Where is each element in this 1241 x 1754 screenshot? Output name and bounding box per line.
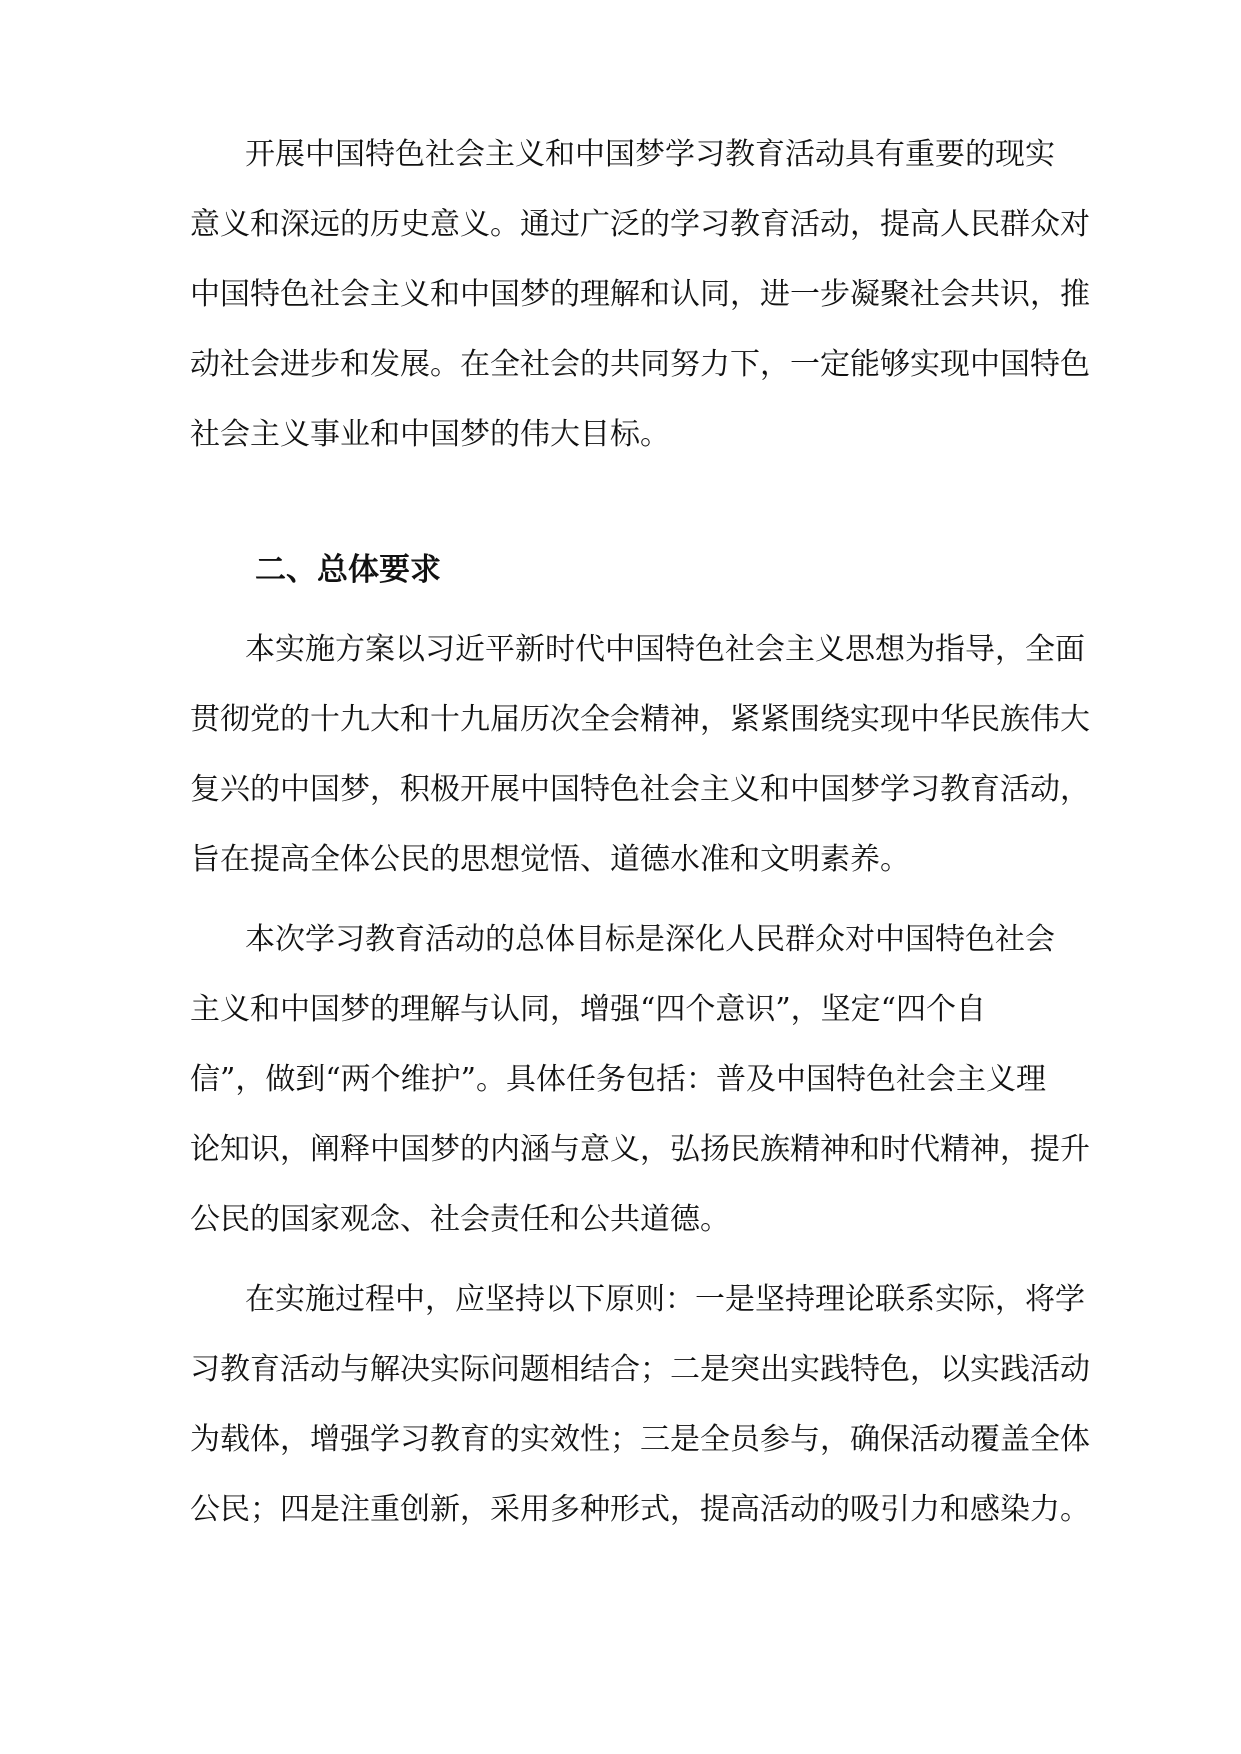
- paragraph-2-line-2: 贯彻党的十九大和十九届历次全会精神，紧紧围绕实现中华民族伟大: [190, 702, 1090, 737]
- paragraph-1-line-5: 社会主义事业和中国梦的伟大目标。: [190, 417, 670, 452]
- paragraph-4-line-3: 为载体，增强学习教育的实效性；三是全员参与，确保活动覆盖全体: [190, 1422, 1090, 1457]
- paragraph-2-line-4: 旨在提高全体公民的思想觉悟、道德水准和文明素养。: [190, 842, 910, 877]
- paragraph-3-line-2: 主义和中国梦的理解与认同，增强“四个意识”，坚定“四个自: [190, 992, 987, 1027]
- paragraph-4-line-2: 习教育活动与解决实际问题相结合；二是突出实践特色，以实践活动: [190, 1352, 1090, 1387]
- paragraph-1-line-1: 开展中国特色社会主义和中国梦学习教育活动具有重要的现实: [245, 137, 1055, 172]
- paragraph-1-line-3: 中国特色社会主义和中国梦的理解和认同，进一步凝聚社会共识，推: [190, 277, 1090, 312]
- paragraph-1-line-2: 意义和深远的历史意义。通过广泛的学习教育活动，提高人民群众对: [190, 207, 1090, 242]
- paragraph-1-line-4: 动社会进步和发展。在全社会的共同努力下，一定能够实现中国特色: [190, 347, 1090, 382]
- paragraph-3-line-1: 本次学习教育活动的总体目标是深化人民群众对中国特色社会: [245, 922, 1055, 957]
- paragraph-3-line-5: 公民的国家观念、社会责任和公共道德。: [190, 1202, 730, 1237]
- paragraph-2-line-1: 本实施方案以习近平新时代中国特色社会主义思想为指导，全面: [245, 632, 1085, 667]
- paragraph-3-line-3: 信”，做到“两个维护”。具体任务包括：普及中国特色社会主义理: [190, 1062, 1047, 1097]
- paragraph-2-line-3: 复兴的中国梦，积极开展中国特色社会主义和中国梦学习教育活动，: [190, 772, 1090, 807]
- paragraph-3-line-4: 论知识，阐释中国梦的内涵与意义，弘扬民族精神和时代精神，提升: [190, 1132, 1090, 1167]
- paragraph-4-line-1: 在实施过程中，应坚持以下原则：一是坚持理论联系实际，将学: [245, 1282, 1085, 1317]
- section-heading: 二、总体要求: [255, 552, 441, 588]
- paragraph-4-line-4: 公民；四是注重创新，采用多种形式，提高活动的吸引力和感染力。: [190, 1492, 1090, 1527]
